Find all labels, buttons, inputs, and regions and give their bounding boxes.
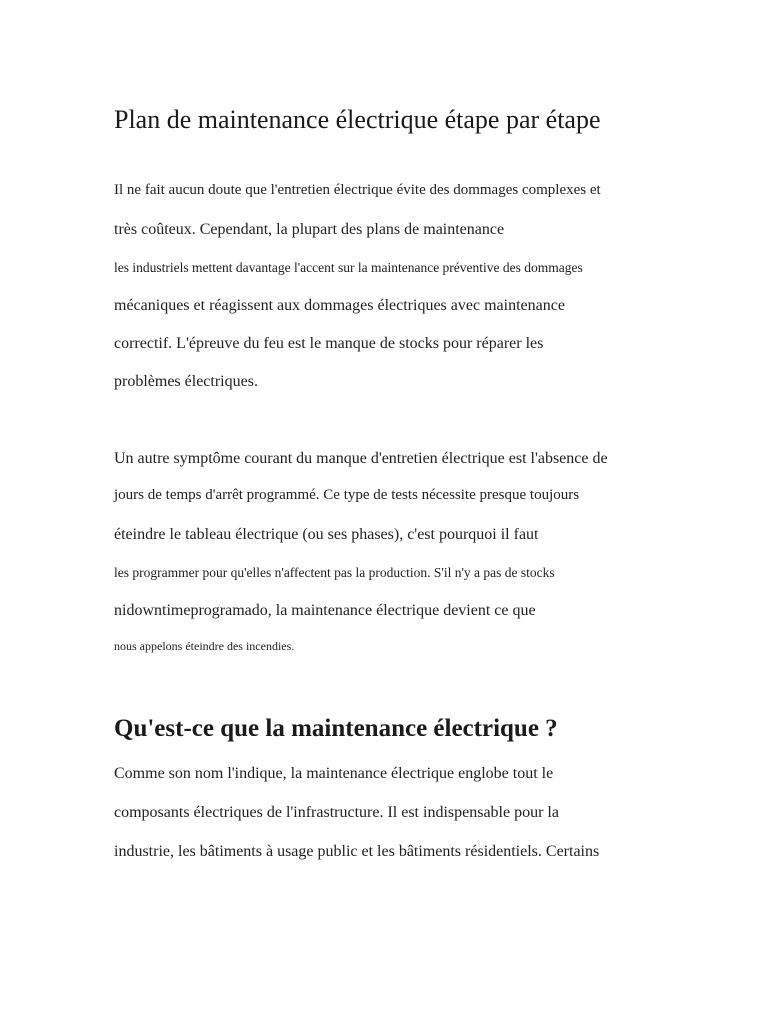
text-line: nidowntimeprogramado, la maintenance électrique devient ce que	[114, 602, 536, 619]
text-line: les industriels mettent davantage l'accent sur la maintenance préventive des dommages	[114, 260, 583, 275]
text-line: nous appelons éteindre des incendies.	[114, 639, 295, 653]
text-line: jours de temps d'arrêt programmé. Ce type de tests nécessite presque toujours	[114, 487, 580, 503]
text-line: Un autre symptôme courant du manque d'entretien électrique est l'absence de	[114, 450, 608, 467]
text-line: Comme son nom l'indique, la maintenance électrique englobe tout le	[114, 765, 554, 782]
text-line: éteindre le tableau électrique (ou ses phases), c'est pourquoi il faut	[114, 526, 539, 543]
text-line: correctif. L'épreuve du feu est le manque de stocks pour réparer les	[114, 335, 544, 352]
text-line: Il ne fait aucun doute que l'entretien électrique évite des dommages complexes et	[114, 182, 601, 198]
text-line: les programmer pour qu'elles n'affectent pas la production. S'il n'y a pas de stocks	[114, 565, 555, 580]
text-line: composants électriques de l'infrastructure. Il est indispensable pour la	[114, 804, 559, 821]
text-line: problèmes électriques.	[114, 373, 258, 390]
text-line: mécaniques et réagissent aux dommages électriques avec maintenance	[114, 297, 565, 314]
text-line: très coûteux. Cependant, la plupart des plans de maintenance	[114, 221, 505, 238]
document-title: Plan de maintenance électrique étape par étape	[114, 105, 601, 134]
text-line: industrie, les bâtiments à usage public et les bâtiments résidentiels. Certains	[114, 843, 600, 860]
section-heading: Qu'est-ce que la maintenance électrique ?	[114, 715, 558, 742]
